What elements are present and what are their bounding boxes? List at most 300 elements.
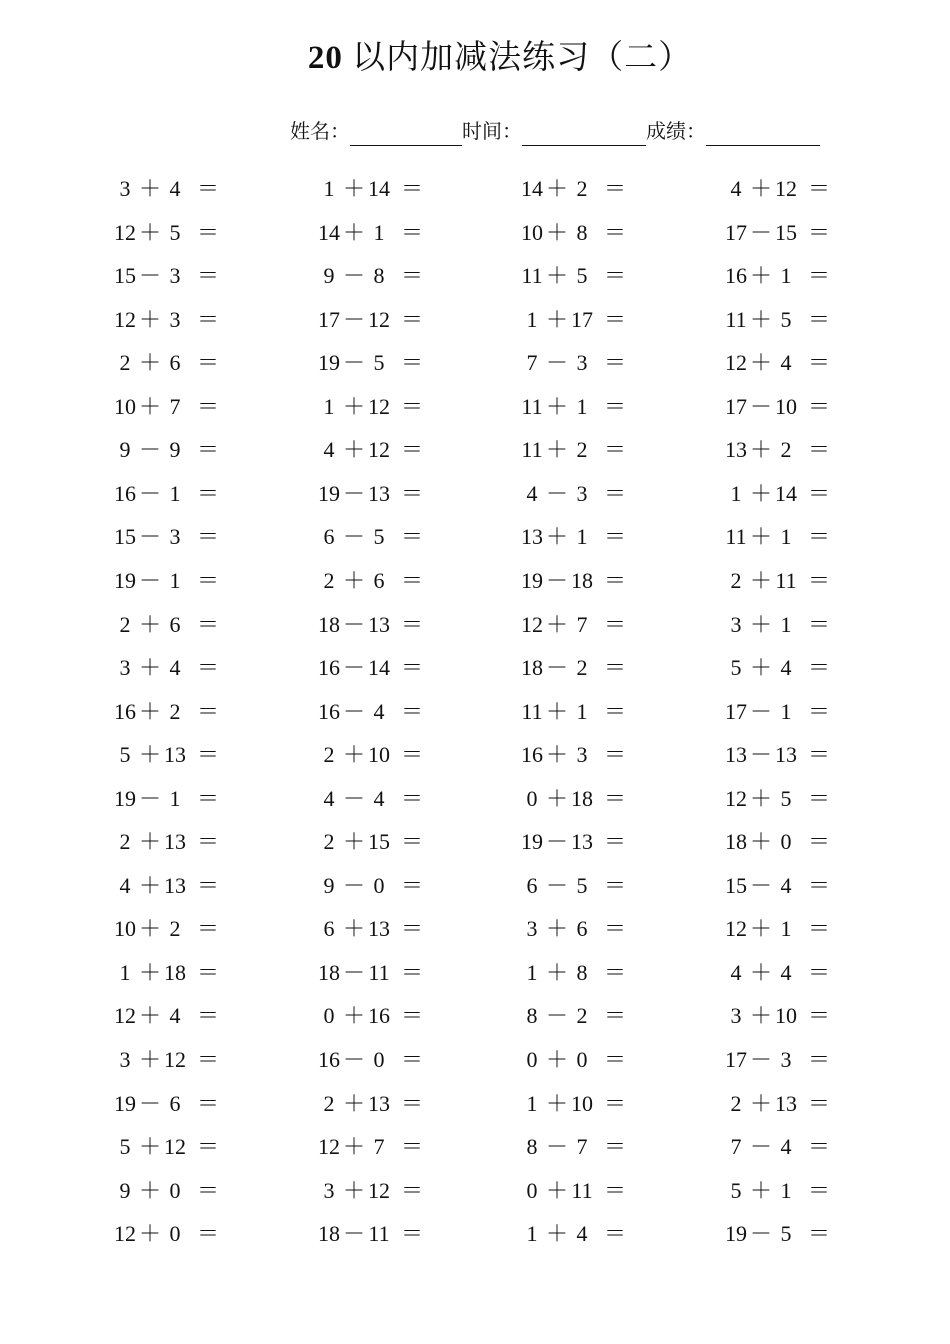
problem-equals-sign: ＝	[400, 1177, 423, 1203]
problem-operand-b: 4	[780, 655, 792, 680]
problem-operator: ＋	[138, 1221, 161, 1247]
problem-operand-a: 9	[323, 872, 335, 898]
problem-equals-sign: ＝	[603, 437, 626, 463]
problem-operand-a: 2	[730, 568, 742, 593]
problem-operator: ＋	[342, 393, 365, 419]
problem-operator: －	[545, 1003, 568, 1029]
problem-operator: ＋	[749, 959, 772, 985]
problem-operand-a: 2	[119, 611, 131, 637]
problem-equals-sign: ＝	[807, 568, 830, 593]
problem-operand-b: 12	[368, 437, 390, 463]
problem-operand-b: 3	[169, 524, 181, 550]
problem-operator: －	[342, 350, 365, 376]
problem-operator: ＋	[138, 176, 161, 201]
problem-operator: ＋	[342, 219, 365, 245]
problem-operand-b: 12	[775, 176, 797, 201]
problem-operand-a: 13	[725, 437, 747, 463]
problem-operand-a: 6	[323, 916, 335, 942]
problem-operator: ＋	[749, 1177, 772, 1203]
problem-operator: －	[138, 480, 161, 506]
problem-operand-a: 12	[521, 611, 543, 637]
problem-operand-a: 11	[725, 306, 747, 332]
problem-operand-b: 2	[780, 437, 792, 463]
problem-operand-a: 2	[323, 568, 335, 593]
problem-operand-a: 12	[114, 1003, 136, 1029]
problem-operator: －	[545, 829, 568, 855]
problem-equals-sign: ＝	[400, 1221, 423, 1247]
problem-operand-a: 11	[725, 524, 747, 550]
problem-operand-a: 10	[114, 393, 136, 419]
problem-operator: ＋	[138, 1047, 161, 1072]
problem-operand-b: 4	[780, 350, 792, 376]
problem-equals-sign: ＝	[603, 698, 626, 724]
problem-operator: ＋	[342, 1134, 365, 1160]
problem-operator: －	[342, 1221, 365, 1247]
problem-operand-a: 5	[730, 1177, 742, 1203]
problem-operand-b: 6	[169, 611, 181, 637]
problem-operand-a: 12	[725, 916, 747, 942]
problem-operator: ＋	[749, 916, 772, 942]
problem-operator: ＋	[342, 437, 365, 463]
problem-operand-a: 2	[323, 742, 335, 768]
problem-operator: ＋	[138, 742, 161, 768]
problem-equals-sign: ＝	[603, 306, 626, 332]
problem-operator: －	[342, 524, 365, 550]
problem-equals-sign: ＝	[400, 611, 423, 637]
problem-operator: －	[138, 263, 161, 289]
problem-operand-a: 1	[526, 1221, 538, 1247]
problem-operand-b: 1	[780, 916, 792, 942]
problem-operand-b: 2	[576, 655, 588, 680]
problem-operand-b: 4	[169, 176, 181, 201]
problem-equals-sign: ＝	[196, 263, 219, 289]
problem-operator: －	[749, 698, 772, 724]
problem-operand-b: 5	[373, 524, 385, 550]
problem-operand-b: 13	[775, 742, 797, 768]
problem-operator: ＋	[138, 393, 161, 419]
problem-operand-a: 3	[323, 1177, 335, 1203]
problem-operand-b: 8	[576, 219, 588, 245]
problem-operand-a: 17	[725, 1047, 747, 1072]
problem-operator: ＋	[545, 219, 568, 245]
problem-operand-a: 10	[521, 219, 543, 245]
problem-operand-b: 13	[368, 480, 390, 506]
problem-operand-b: 4	[373, 698, 385, 724]
problem-operator: ＋	[749, 350, 772, 376]
problem-operand-a: 18	[521, 655, 543, 680]
problem-operand-b: 1	[780, 524, 792, 550]
problem-equals-sign: ＝	[400, 437, 423, 463]
problem-operand-b: 17	[571, 306, 593, 332]
problem-operator: －	[342, 959, 365, 985]
problem-equals-sign: ＝	[807, 306, 830, 332]
problem-operand-a: 7	[526, 350, 538, 376]
problem-operator: ＋	[749, 829, 772, 855]
problem-operand-a: 1	[526, 959, 538, 985]
problem-equals-sign: ＝	[400, 568, 423, 593]
problem-operator: ＋	[138, 959, 161, 985]
problem-equals-sign: ＝	[400, 480, 423, 506]
problem-operator: －	[749, 742, 772, 768]
problem-equals-sign: ＝	[603, 1134, 626, 1160]
problem-operand-b: 12	[368, 306, 390, 332]
problem-equals-sign: ＝	[196, 655, 219, 680]
problem-operand-b: 4	[780, 1134, 792, 1160]
problem-operator: ＋	[749, 568, 772, 593]
problem-equals-sign: ＝	[400, 1003, 423, 1029]
problem-equals-sign: ＝	[603, 611, 626, 637]
problem-equals-sign: ＝	[400, 1047, 423, 1072]
problem-operator: －	[342, 611, 365, 637]
problem-operand-a: 1	[323, 176, 335, 201]
problem-operand-b: 8	[576, 959, 588, 985]
problem-operand-a: 2	[323, 829, 335, 855]
problem-equals-sign: ＝	[400, 393, 423, 419]
problem-operand-b: 13	[368, 611, 390, 637]
problem-operand-b: 0	[169, 1221, 181, 1247]
problem-operand-a: 13	[521, 524, 543, 550]
problem-operand-a: 12	[114, 306, 136, 332]
problem-operator: ＋	[342, 568, 365, 593]
problem-operator: ＋	[545, 785, 568, 811]
problem-operand-a: 17	[725, 698, 747, 724]
problem-operand-a: 9	[119, 437, 131, 463]
problem-operand-b: 8	[373, 263, 385, 289]
problem-operand-a: 12	[318, 1134, 340, 1160]
problem-equals-sign: ＝	[603, 785, 626, 811]
problem-equals-sign: ＝	[400, 916, 423, 942]
problem-operator: －	[545, 480, 568, 506]
problem-operand-b: 5	[780, 1221, 792, 1247]
problem-operand-a: 14	[521, 176, 543, 201]
problem-equals-sign: ＝	[603, 393, 626, 419]
problem-operand-a: 5	[119, 1134, 131, 1160]
problem-equals-sign: ＝	[196, 611, 219, 637]
problem-operand-b: 3	[576, 480, 588, 506]
problem-operand-a: 19	[114, 1090, 136, 1116]
problem-operand-b: 0	[169, 1177, 181, 1203]
problem-equals-sign: ＝	[196, 785, 219, 811]
problem-operand-a: 14	[318, 219, 340, 245]
problem-equals-sign: ＝	[196, 393, 219, 419]
problem-operator: ＋	[545, 1221, 568, 1247]
problem-operator: ＋	[749, 785, 772, 811]
problem-operand-a: 12	[725, 785, 747, 811]
problem-operand-a: 16	[318, 698, 340, 724]
problem-operand-a: 9	[323, 263, 335, 289]
problem-operand-a: 8	[526, 1134, 538, 1160]
problem-operator: －	[138, 524, 161, 550]
problem-operator: ＋	[545, 742, 568, 768]
problem-operand-a: 1	[526, 306, 538, 332]
title-number: 20	[307, 40, 343, 76]
problem-operator: ＋	[138, 1003, 161, 1029]
problem-operand-a: 18	[318, 1221, 340, 1247]
problem-operand-a: 19	[521, 829, 543, 855]
problem-equals-sign: ＝	[807, 1177, 830, 1203]
problem-operand-b: 11	[775, 568, 797, 593]
problem-operator: ＋	[342, 1003, 365, 1029]
problem-operand-b: 1	[169, 785, 181, 811]
problem-operand-b: 13	[368, 1090, 390, 1116]
problem-equals-sign: ＝	[196, 698, 219, 724]
problem-equals-sign: ＝	[400, 655, 423, 680]
problem-operand-a: 19	[318, 350, 340, 376]
problem-operand-b: 1	[780, 698, 792, 724]
problem-operand-b: 11	[368, 959, 390, 985]
problem-equals-sign: ＝	[400, 1134, 423, 1160]
problem-operand-b: 18	[571, 568, 593, 593]
problem-equals-sign: ＝	[196, 306, 219, 332]
problem-operator: ＋	[545, 698, 568, 724]
problem-operand-a: 15	[725, 872, 747, 898]
problem-operand-a: 11	[521, 263, 543, 289]
problem-operand-b: 6	[169, 1090, 181, 1116]
problem-operator: ＋	[749, 611, 772, 637]
problem-operator: －	[138, 785, 161, 811]
problem-operand-a: 2	[119, 350, 131, 376]
problem-operand-a: 4	[119, 872, 131, 898]
problem-operand-a: 1	[323, 393, 335, 419]
problem-equals-sign: ＝	[400, 829, 423, 855]
problem-operand-b: 5	[169, 219, 181, 245]
problem-equals-sign: ＝	[603, 263, 626, 289]
problem-operand-b: 1	[576, 393, 588, 419]
problem-equals-sign: ＝	[807, 263, 830, 289]
problem-operand-a: 1	[119, 959, 131, 985]
problem-operand-b: 12	[164, 1047, 186, 1072]
problem-operator: ＋	[342, 742, 365, 768]
problem-equals-sign: ＝	[807, 393, 830, 419]
problem-equals-sign: ＝	[196, 1221, 219, 1247]
problem-operand-b: 11	[368, 1221, 390, 1247]
problem-equals-sign: ＝	[603, 959, 626, 985]
problem-operator: ＋	[138, 1134, 161, 1160]
problem-equals-sign: ＝	[196, 959, 219, 985]
problem-operand-a: 6	[323, 524, 335, 550]
problem-operand-a: 12	[114, 1221, 136, 1247]
problem-operator: －	[545, 655, 568, 680]
problem-operand-b: 2	[576, 437, 588, 463]
problem-equals-sign: ＝	[807, 611, 830, 637]
problem-operator: －	[545, 568, 568, 593]
problem-operand-b: 12	[368, 393, 390, 419]
problem-operator: ＋	[545, 611, 568, 637]
score-label: 成绩：	[646, 121, 706, 143]
problem-equals-sign: ＝	[807, 742, 830, 768]
problem-operand-a: 3	[119, 655, 131, 680]
problem-operand-a: 4	[730, 176, 742, 201]
problem-equals-sign: ＝	[400, 176, 423, 201]
problem-operand-b: 0	[780, 829, 792, 855]
problem-operand-b: 13	[775, 1090, 797, 1116]
problem-operand-b: 5	[780, 785, 792, 811]
problem-operator: ＋	[138, 350, 161, 376]
time-label: 时间：	[462, 121, 522, 143]
problem-operand-b: 10	[571, 1090, 593, 1116]
problem-operator: ＋	[749, 176, 772, 201]
problem-operand-b: 14	[368, 176, 390, 201]
problem-operand-b: 1	[373, 219, 385, 245]
problem-operator: ＋	[545, 176, 568, 201]
problem-equals-sign: ＝	[807, 1134, 830, 1160]
problem-equals-sign: ＝	[196, 480, 219, 506]
problem-equals-sign: ＝	[400, 263, 423, 289]
problem-operand-a: 6	[526, 872, 538, 898]
problem-equals-sign: ＝	[807, 1003, 830, 1029]
problem-operand-a: 10	[114, 916, 136, 942]
problem-equals-sign: ＝	[196, 437, 219, 463]
problem-operator: ＋	[138, 1177, 161, 1203]
problem-operand-a: 0	[526, 785, 538, 811]
problem-operand-b: 3	[576, 742, 588, 768]
problem-equals-sign: ＝	[807, 176, 830, 201]
problem-equals-sign: ＝	[196, 568, 219, 593]
problem-operand-b: 13	[164, 829, 186, 855]
problem-operand-a: 0	[323, 1003, 335, 1029]
problem-operand-b: 7	[576, 1134, 588, 1160]
name-label: 姓名：	[290, 121, 350, 143]
problem-operand-b: 13	[368, 916, 390, 942]
problem-operator: －	[545, 350, 568, 376]
problem-equals-sign: ＝	[603, 568, 626, 593]
problem-equals-sign: ＝	[400, 872, 423, 898]
problem-operator: －	[749, 1134, 772, 1160]
problem-operator: ＋	[138, 611, 161, 637]
problem-operand-a: 19	[114, 785, 136, 811]
problem-operand-b: 5	[780, 306, 792, 332]
problem-operand-a: 7	[730, 1134, 742, 1160]
problem-operand-b: 3	[169, 263, 181, 289]
problem-operand-b: 4	[780, 872, 792, 898]
problem-operand-a: 13	[725, 742, 747, 768]
problem-equals-sign: ＝	[400, 698, 423, 724]
problem-operand-a: 19	[521, 568, 543, 593]
problem-operand-b: 13	[164, 872, 186, 898]
problem-operand-b: 0	[373, 872, 385, 898]
problem-equals-sign: ＝	[400, 1090, 423, 1116]
problem-equals-sign: ＝	[807, 959, 830, 985]
problem-operand-b: 1	[169, 568, 181, 593]
problem-operand-b: 15	[368, 829, 390, 855]
problem-operand-a: 12	[114, 219, 136, 245]
problem-operand-a: 11	[521, 437, 543, 463]
problem-operand-b: 13	[164, 742, 186, 768]
problem-operand-b: 10	[775, 1003, 797, 1029]
problem-operand-b: 7	[373, 1134, 385, 1160]
problem-equals-sign: ＝	[603, 742, 626, 768]
problem-operand-a: 4	[323, 437, 335, 463]
problem-operator: ＋	[545, 1090, 568, 1116]
problem-operator: ＋	[545, 306, 568, 332]
problem-operand-b: 11	[571, 1177, 593, 1203]
problem-equals-sign: ＝	[807, 437, 830, 463]
problem-operand-a: 9	[119, 1177, 131, 1203]
problem-operand-b: 12	[164, 1134, 186, 1160]
problem-operand-b: 2	[169, 916, 181, 942]
problem-equals-sign: ＝	[196, 219, 219, 245]
problem-operand-b: 6	[576, 916, 588, 942]
problem-operand-a: 5	[119, 742, 131, 768]
problem-operand-a: 0	[526, 1047, 538, 1072]
problem-operand-a: 19	[318, 480, 340, 506]
problem-operator: －	[545, 872, 568, 898]
problem-equals-sign: ＝	[400, 524, 423, 550]
problem-operator: ＋	[545, 263, 568, 289]
problem-equals-sign: ＝	[196, 1003, 219, 1029]
problem-operator: ＋	[342, 1090, 365, 1116]
problem-operator: ＋	[138, 655, 161, 680]
problem-equals-sign: ＝	[807, 916, 830, 942]
problem-operand-b: 1	[780, 611, 792, 637]
problem-operand-a: 8	[526, 1003, 538, 1029]
problem-operand-a: 18	[318, 959, 340, 985]
problem-equals-sign: ＝	[807, 1090, 830, 1116]
problem-operand-a: 19	[725, 1221, 747, 1247]
problem-operand-a: 2	[323, 1090, 335, 1116]
problem-operator: －	[138, 1090, 161, 1116]
problem-operand-a: 16	[318, 655, 340, 680]
problem-equals-sign: ＝	[196, 1047, 219, 1072]
problem-operand-b: 4	[576, 1221, 588, 1247]
problem-operator: ＋	[749, 437, 772, 463]
problem-operand-b: 2	[576, 1003, 588, 1029]
problem-operand-b: 12	[368, 1177, 390, 1203]
problem-equals-sign: ＝	[807, 785, 830, 811]
problem-equals-sign: ＝	[196, 176, 219, 201]
problem-operand-b: 5	[576, 872, 588, 898]
problem-operand-b: 14	[368, 655, 390, 680]
problem-operand-a: 15	[114, 524, 136, 550]
problem-operand-a: 16	[521, 742, 543, 768]
problem-operator: －	[342, 263, 365, 289]
problem-equals-sign: ＝	[603, 176, 626, 201]
problem-operand-a: 12	[725, 350, 747, 376]
problem-operand-a: 3	[119, 176, 131, 201]
problem-operand-b: 3	[780, 1047, 792, 1072]
problem-equals-sign: ＝	[807, 829, 830, 855]
problem-operator: ＋	[545, 524, 568, 550]
problem-equals-sign: ＝	[603, 829, 626, 855]
problem-operator: ＋	[342, 916, 365, 942]
problem-operand-a: 11	[521, 698, 543, 724]
problem-operator: ＋	[342, 176, 365, 201]
problem-equals-sign: ＝	[603, 1177, 626, 1203]
problem-operand-b: 16	[368, 1003, 390, 1029]
problem-equals-sign: ＝	[196, 872, 219, 898]
problem-operator: ＋	[138, 829, 161, 855]
problem-operand-b: 3	[169, 306, 181, 332]
problem-operator: －	[749, 1221, 772, 1247]
problem-equals-sign: ＝	[196, 1134, 219, 1160]
problem-operator: －	[342, 872, 365, 898]
problem-operand-b: 0	[576, 1047, 588, 1072]
problem-operand-a: 3	[119, 1047, 131, 1072]
problem-operator: ＋	[545, 916, 568, 942]
problem-operator: ＋	[545, 437, 568, 463]
problem-operand-b: 5	[576, 263, 588, 289]
problem-operator: ＋	[749, 1003, 772, 1029]
problem-equals-sign: ＝	[807, 1221, 830, 1247]
problem-operand-b: 6	[373, 568, 385, 593]
problem-equals-sign: ＝	[807, 872, 830, 898]
problem-operand-b: 0	[373, 1047, 385, 1072]
problem-operator: ＋	[545, 1177, 568, 1203]
problem-equals-sign: ＝	[196, 350, 219, 376]
problem-operand-a: 2	[119, 829, 131, 855]
problem-operator: －	[342, 306, 365, 332]
problem-operator: ＋	[342, 1177, 365, 1203]
